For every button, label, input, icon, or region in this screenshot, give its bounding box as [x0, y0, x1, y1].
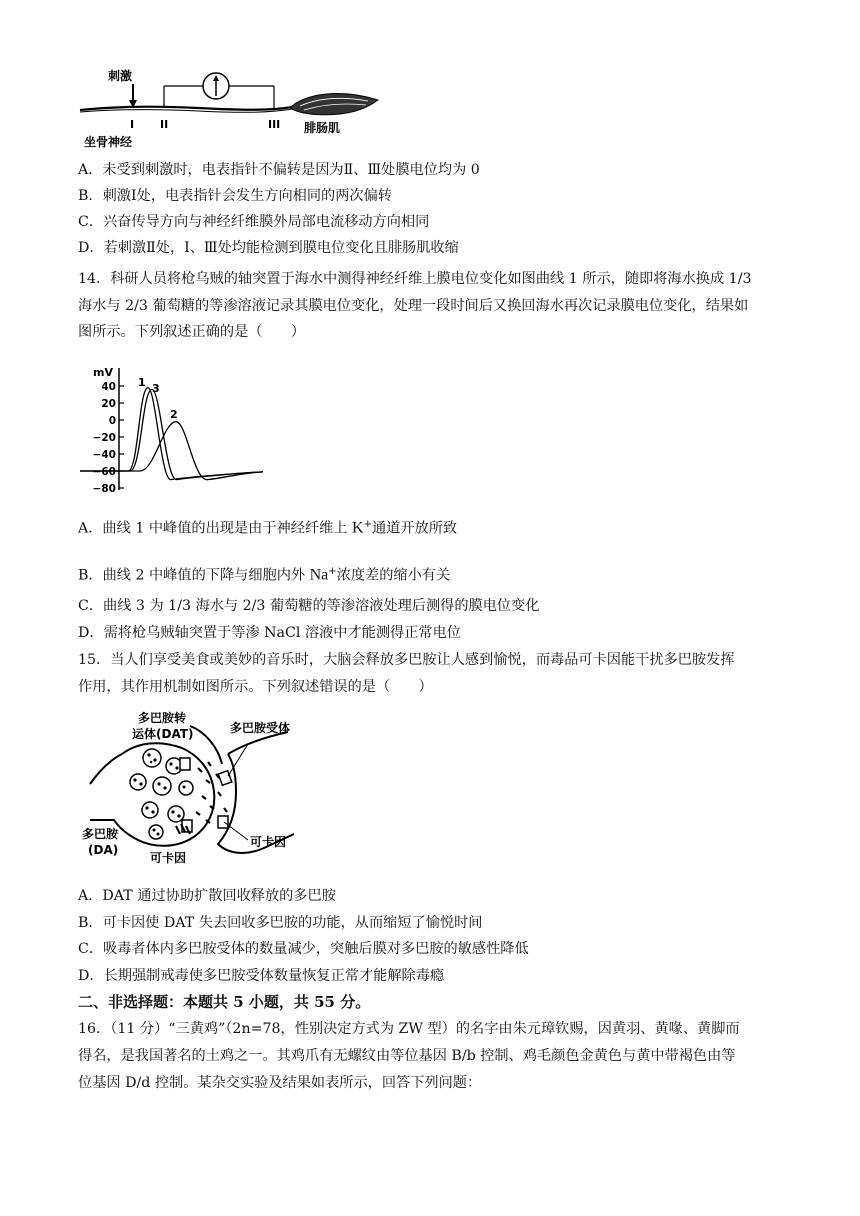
q13-option-d: D．若刺激Ⅱ处，Ⅰ、Ⅲ处均能检测到膜电位变化且腓肠肌收缩	[78, 240, 459, 256]
q15-stem-line-2: 作用，其作用机制如图所示。下列叙述错误的是（ ）	[78, 679, 433, 695]
q14-a-text-end: 通道开放所致	[371, 520, 458, 537]
y-tick-label: 0	[108, 415, 116, 427]
postsynaptic-membrane	[190, 726, 294, 853]
curve-2-label: 2	[170, 408, 178, 421]
q14-option-d: D．需将枪乌贼轴突置于等渗 NaCl 溶液中才能测得正常电位	[78, 625, 461, 641]
q15-option-d: D．长期强制戒毒使多巴胺受体数量恢复正常才能解除毒瘾	[78, 968, 445, 984]
q14-option-a	[78, 515, 457, 539]
q14-b-text-end: 浓度差的缩小有关	[336, 567, 451, 584]
y-tick-label: −80	[92, 483, 116, 495]
q14-option-b	[78, 562, 450, 586]
point-1-label: I	[130, 118, 135, 131]
dat-transporter-1	[180, 758, 190, 770]
da-label-line-2: (DA)	[88, 843, 119, 857]
muscle-label: 腓肠肌	[304, 121, 341, 135]
curve-1-label: 1	[138, 376, 146, 389]
point-3-label: III	[268, 118, 281, 131]
dat-label-line-2: 运体(DAT)	[132, 727, 194, 741]
nerve-muscle-figure	[78, 66, 388, 152]
dat-label-line-1: 多巴胺转	[138, 711, 187, 725]
q13-option-b: B．刺激Ⅰ处，电表指针会发生方向相同的两次偏转	[78, 188, 392, 204]
ion-na-charge: +	[328, 566, 337, 577]
q16-stem-line-1: 16．（11 分）“三黄鸡”（2n=78，性别决定方式为 ZW 型）的名字由朱元璋钦赐，因黄羽、黄喙、黄脚而	[78, 1021, 740, 1037]
dopamine-receptor-2	[218, 816, 228, 828]
curve-3-label: 3	[152, 382, 160, 395]
y-tick-label: −20	[92, 432, 116, 444]
sciatic-nerve	[80, 107, 293, 110]
ion-k-charge: +	[363, 519, 372, 530]
receptor-label: 多巴胺受体	[230, 721, 291, 735]
section-2-title: 二、非选择题：本题共 5 小题，共 55 分。	[78, 993, 371, 1011]
q15-option-c: C．吸毒者体内多巴胺受体的数量减少，突触后膜对多巴胺的敏感性降低	[78, 941, 529, 957]
q15-stem-line-1: 15．当人们享受美食或美妙的音乐时，大脑会释放多巴胺让人感到愉悦，而毒品可卡因能干扰多巴胺发挥	[78, 652, 735, 668]
stimulus-label: 刺激	[108, 69, 133, 83]
da-label-line-1: 多巴胺	[82, 827, 119, 841]
q15-option-a: A．DAT 通过协助扩散回收释放的多巴胺	[78, 888, 336, 904]
q14-stem-line-2: 海水与 2/3 葡萄糖的等渗溶液记录其膜电位变化，处理一段时间后又换回海水再次记录膜电位变化，结果如	[78, 298, 749, 314]
q14-a-text: A．曲线 1 中峰值的出现是由于神经纤维上	[78, 520, 352, 537]
q13-option-c: C．兴奋传导方向与神经纤维膜外局部电流移动方向相同	[78, 214, 430, 230]
membrane-potential-chart	[78, 360, 278, 498]
cocaine-label-right: 可卡因	[250, 835, 287, 849]
nerve-label: 坐骨神经	[84, 135, 133, 149]
y-tick-label: 20	[101, 398, 116, 410]
y-tick-label: −60	[92, 466, 116, 478]
q14-stem-line-3: 图所示。下列叙述正确的是（ ）	[78, 324, 306, 340]
y-tick-label: 40	[101, 381, 116, 393]
q14-stem-line-1: 14．科研人员将枪乌贼的轴突置于海水中测得神经纤维上膜电位变化如图曲线 1 所示，随即将海水换成 1/3	[78, 271, 752, 287]
q15-option-b: B．可卡因使 DAT 失去回收多巴胺的功能，从而缩短了愉悦时间	[78, 915, 483, 931]
q16-stem-line-2: 得名，是我国著名的土鸡之一。其鸡爪有无螺纹由等位基因 B/b 控制、鸡毛颜色金黄色与黄中带褐色由等	[78, 1048, 736, 1064]
q14-b-text: B．曲线 2 中峰值的下降与细胞内外	[78, 567, 310, 584]
cocaine-label-bottom: 可卡因	[150, 851, 187, 865]
ion-na: Na	[309, 566, 329, 584]
y-tick-label: −40	[92, 449, 116, 461]
postsynaptic-top	[228, 732, 288, 754]
point-2-label: II	[160, 118, 169, 131]
chart-ylabel: mV	[93, 366, 113, 379]
synapse-figure	[78, 708, 308, 868]
ion-k: K	[352, 519, 364, 537]
q14-option-c: C．曲线 3 为 1/3 海水与 2/3 葡萄糖的等渗溶液处理后测得的膜电位变化	[78, 598, 540, 614]
q13-option-a: A．未受到刺激时，电表指针不偏转是因为Ⅱ、Ⅲ处膜电位均为 0	[78, 162, 480, 178]
q16-stem-line-3: 位基因 D/d 控制。某杂交实验及结果如表所示，回答下列问题：	[78, 1075, 482, 1091]
